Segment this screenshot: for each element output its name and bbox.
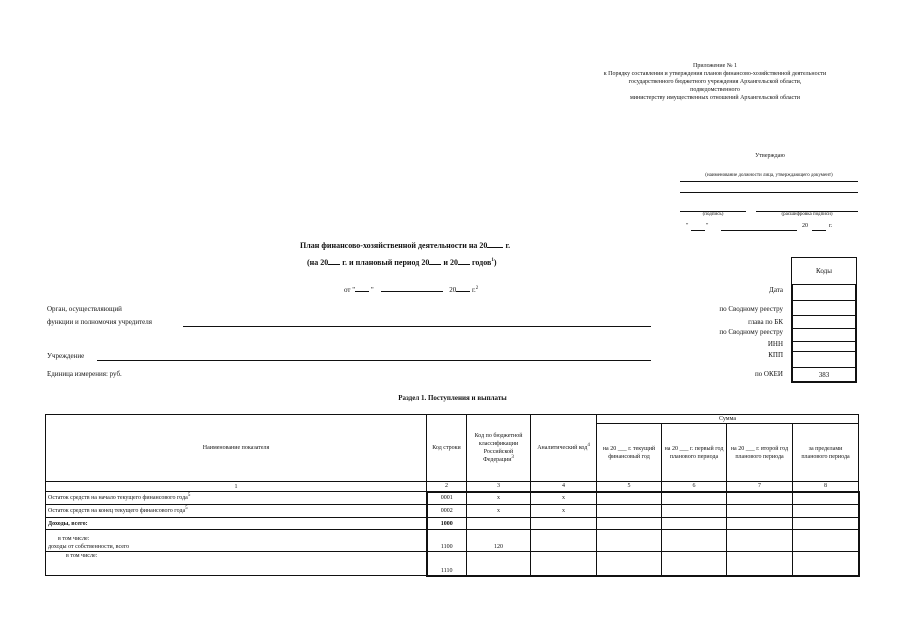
row-sum5[interactable] <box>597 552 662 576</box>
codes-label-okei: по ОКЕИ <box>754 370 783 378</box>
row-name <box>46 552 427 576</box>
col-number-6: 6 <box>662 482 727 492</box>
row-analytic: x <box>531 505 597 518</box>
row-name <box>46 492 427 505</box>
th-name: Наименование показателя <box>46 415 427 482</box>
th-sum: Сумма <box>597 415 859 424</box>
unit-label: Единица измерения: руб. <box>47 370 122 378</box>
row-sum6[interactable] <box>662 518 727 530</box>
row-name-line1: в том числе: <box>66 553 98 559</box>
appendix-line3: подведомственного <box>690 87 740 93</box>
col-number-4: 4 <box>531 482 597 492</box>
institution-field[interactable] <box>97 360 651 361</box>
row-sum7[interactable] <box>727 552 793 576</box>
row-name <box>46 530 427 552</box>
row-analytic <box>531 530 597 552</box>
th-col5: на 20 ___ г. текущий финансовый год <box>597 424 662 482</box>
table-row <box>46 530 859 552</box>
appendix-title: Приложение № 1 <box>693 63 737 69</box>
row-sum8[interactable] <box>793 492 859 505</box>
codes-bk-cell <box>791 316 857 329</box>
col-number-8: 8 <box>793 482 859 492</box>
plan-title <box>300 241 510 251</box>
row-name-line2: доходы от собственности, всего <box>48 544 130 550</box>
th-col8: за пределами планового периода <box>793 424 859 482</box>
plan-subtitle-part3: и 20 <box>443 258 458 267</box>
approval-year-prefix: 20 <box>802 223 808 229</box>
row-bk: 120 <box>467 530 531 552</box>
plan-title-part1: План финансово-хозяйственной деятельности на 20 <box>300 241 488 250</box>
plan-subtitle-sup: 1 <box>491 258 494 263</box>
codes-label-bk: глава по БК <box>748 318 783 326</box>
approval-date-open: " <box>686 223 689 229</box>
codes-date-cell <box>791 285 857 301</box>
th-code <box>427 415 467 482</box>
th-code-text: Код строки <box>432 445 461 451</box>
approval-month-line <box>721 230 797 231</box>
col-number-3: 3 <box>467 482 531 492</box>
plan-title-part2: г. <box>505 241 511 250</box>
row-sum5[interactable] <box>597 492 662 505</box>
plan-date-quote: " <box>370 286 374 294</box>
row-code: 1100 <box>427 530 467 552</box>
row-sum6[interactable] <box>662 552 727 576</box>
approval-day-line <box>691 230 705 231</box>
appendix-line2: государственного бюджетного учреждения Архангельской области, <box>628 79 802 85</box>
codes-label-reestr2: по Сводному реестру <box>719 328 783 336</box>
row-name-sup: 5 <box>185 506 188 511</box>
plan-subtitle-part2: г. и плановый период 20 <box>342 258 430 267</box>
row-name-text: Остаток средств на конец текущего финансового года <box>48 508 186 514</box>
appendix-block <box>560 62 870 102</box>
codes-label-kpp: КПП <box>768 351 783 359</box>
codes-label-reestr: по Сводному реестру <box>719 305 783 313</box>
approval-year-line <box>812 230 826 231</box>
row-name-text: Остаток средств на начало текущего финансового года <box>48 495 188 501</box>
codes-label-date: Дата <box>769 286 783 294</box>
th-col6: на 20 ___ г. первый год планового периода <box>662 424 727 482</box>
position-line <box>680 181 858 182</box>
org-founder-field[interactable] <box>183 326 651 327</box>
row-sum6[interactable] <box>662 492 727 505</box>
row-bk: x <box>467 492 531 505</box>
plan-date-g: г. <box>471 286 476 294</box>
th-bk-sup: 3 <box>511 455 514 460</box>
table-row <box>46 552 859 576</box>
row-sum8[interactable] <box>793 530 859 552</box>
institution-label: Учреждение <box>47 352 85 360</box>
codes-table <box>791 257 857 383</box>
col-number-7: 7 <box>727 482 793 492</box>
codes-okei-cell: 383 <box>791 368 857 383</box>
row-sum7[interactable] <box>727 518 793 530</box>
th-analytic-text: Аналитический код <box>537 445 588 451</box>
row-sum7[interactable] <box>727 530 793 552</box>
row-sum7[interactable] <box>727 505 793 518</box>
plan-date <box>344 286 478 295</box>
th-bk-text: Код по бюджетной классификации Российской Федерации <box>474 433 523 463</box>
codes-reestr-cell <box>791 301 857 316</box>
row-bk <box>467 552 531 576</box>
plan-subtitle-close: ) <box>493 258 497 267</box>
codes-label-inn: ИНН <box>767 340 783 348</box>
col-number-2: 2 <box>427 482 467 492</box>
codes-kpp-cell <box>791 352 857 368</box>
row-sum8[interactable] <box>793 518 859 530</box>
appendix-line1: к Порядку составления и утверждения планов финансово-хозяйственной деятельности <box>603 71 827 77</box>
approval-year-suffix: г. <box>829 223 833 229</box>
row-code: 1110 <box>427 552 467 576</box>
signature-hint: (подпись) <box>702 212 724 217</box>
row-sum5[interactable] <box>597 518 662 530</box>
row-bk <box>467 518 531 530</box>
section-title: Раздел 1. Поступления и выплаты <box>398 394 507 402</box>
codes-inn-cell <box>791 342 857 352</box>
row-name <box>46 505 427 518</box>
table-row <box>46 492 859 505</box>
row-bk: x <box>467 505 531 518</box>
org-label1: Орган, осуществляющий <box>47 305 122 313</box>
decode-hint: (расшифровка подписи) <box>781 212 833 217</box>
appendix-line4: министерству имущественных отношений Архангельской области <box>629 95 801 101</box>
plan-subtitle <box>307 258 497 268</box>
position-line-2 <box>680 192 858 193</box>
table-row <box>46 518 859 530</box>
org-label2: функции и полномочия учредителя <box>47 318 152 326</box>
row-analytic <box>531 518 597 530</box>
row-analytic <box>531 552 597 576</box>
codes-reestr2-cell <box>791 329 857 342</box>
col-number-5: 5 <box>597 482 662 492</box>
position-hint: (наименование должности лица, утверждающего документ) <box>705 173 833 178</box>
th-analytic <box>531 415 597 482</box>
plan-subtitle-part4: годов <box>471 258 492 267</box>
table-row <box>46 505 859 518</box>
row-sum6[interactable] <box>662 530 727 552</box>
row-code: 0001 <box>427 492 467 505</box>
row-code: 1000 <box>427 518 467 530</box>
plan-date-sup: 2 <box>475 286 479 291</box>
row-name-sup: 5 <box>187 493 191 498</box>
col-number-1: 1 <box>46 482 427 492</box>
th-analytic-sup: 4 <box>587 443 590 448</box>
row-sum5[interactable] <box>597 530 662 552</box>
codes-header: Коды <box>791 257 857 285</box>
row-code: 0002 <box>427 505 467 518</box>
plan-date-year: 20 <box>449 286 457 294</box>
row-sum7[interactable] <box>727 492 793 505</box>
approval-date-close: " <box>706 223 709 229</box>
plan-subtitle-part1: (на 20 <box>307 258 329 267</box>
th-col7: на 20 ___ г. второй год планового периода <box>727 424 793 482</box>
row-sum6[interactable] <box>662 505 727 518</box>
income-expense-table <box>45 414 860 577</box>
row-sum8[interactable] <box>793 552 859 576</box>
row-name: Доходы, всего: <box>46 518 427 530</box>
th-bk <box>467 415 531 482</box>
row-name-line1: в том числе: <box>58 536 90 542</box>
approval-title: Утверждаю <box>755 153 785 159</box>
row-sum5[interactable] <box>597 505 662 518</box>
plan-date-from: от " <box>344 286 356 294</box>
row-analytic: x <box>531 492 597 505</box>
row-sum8[interactable] <box>793 505 859 518</box>
